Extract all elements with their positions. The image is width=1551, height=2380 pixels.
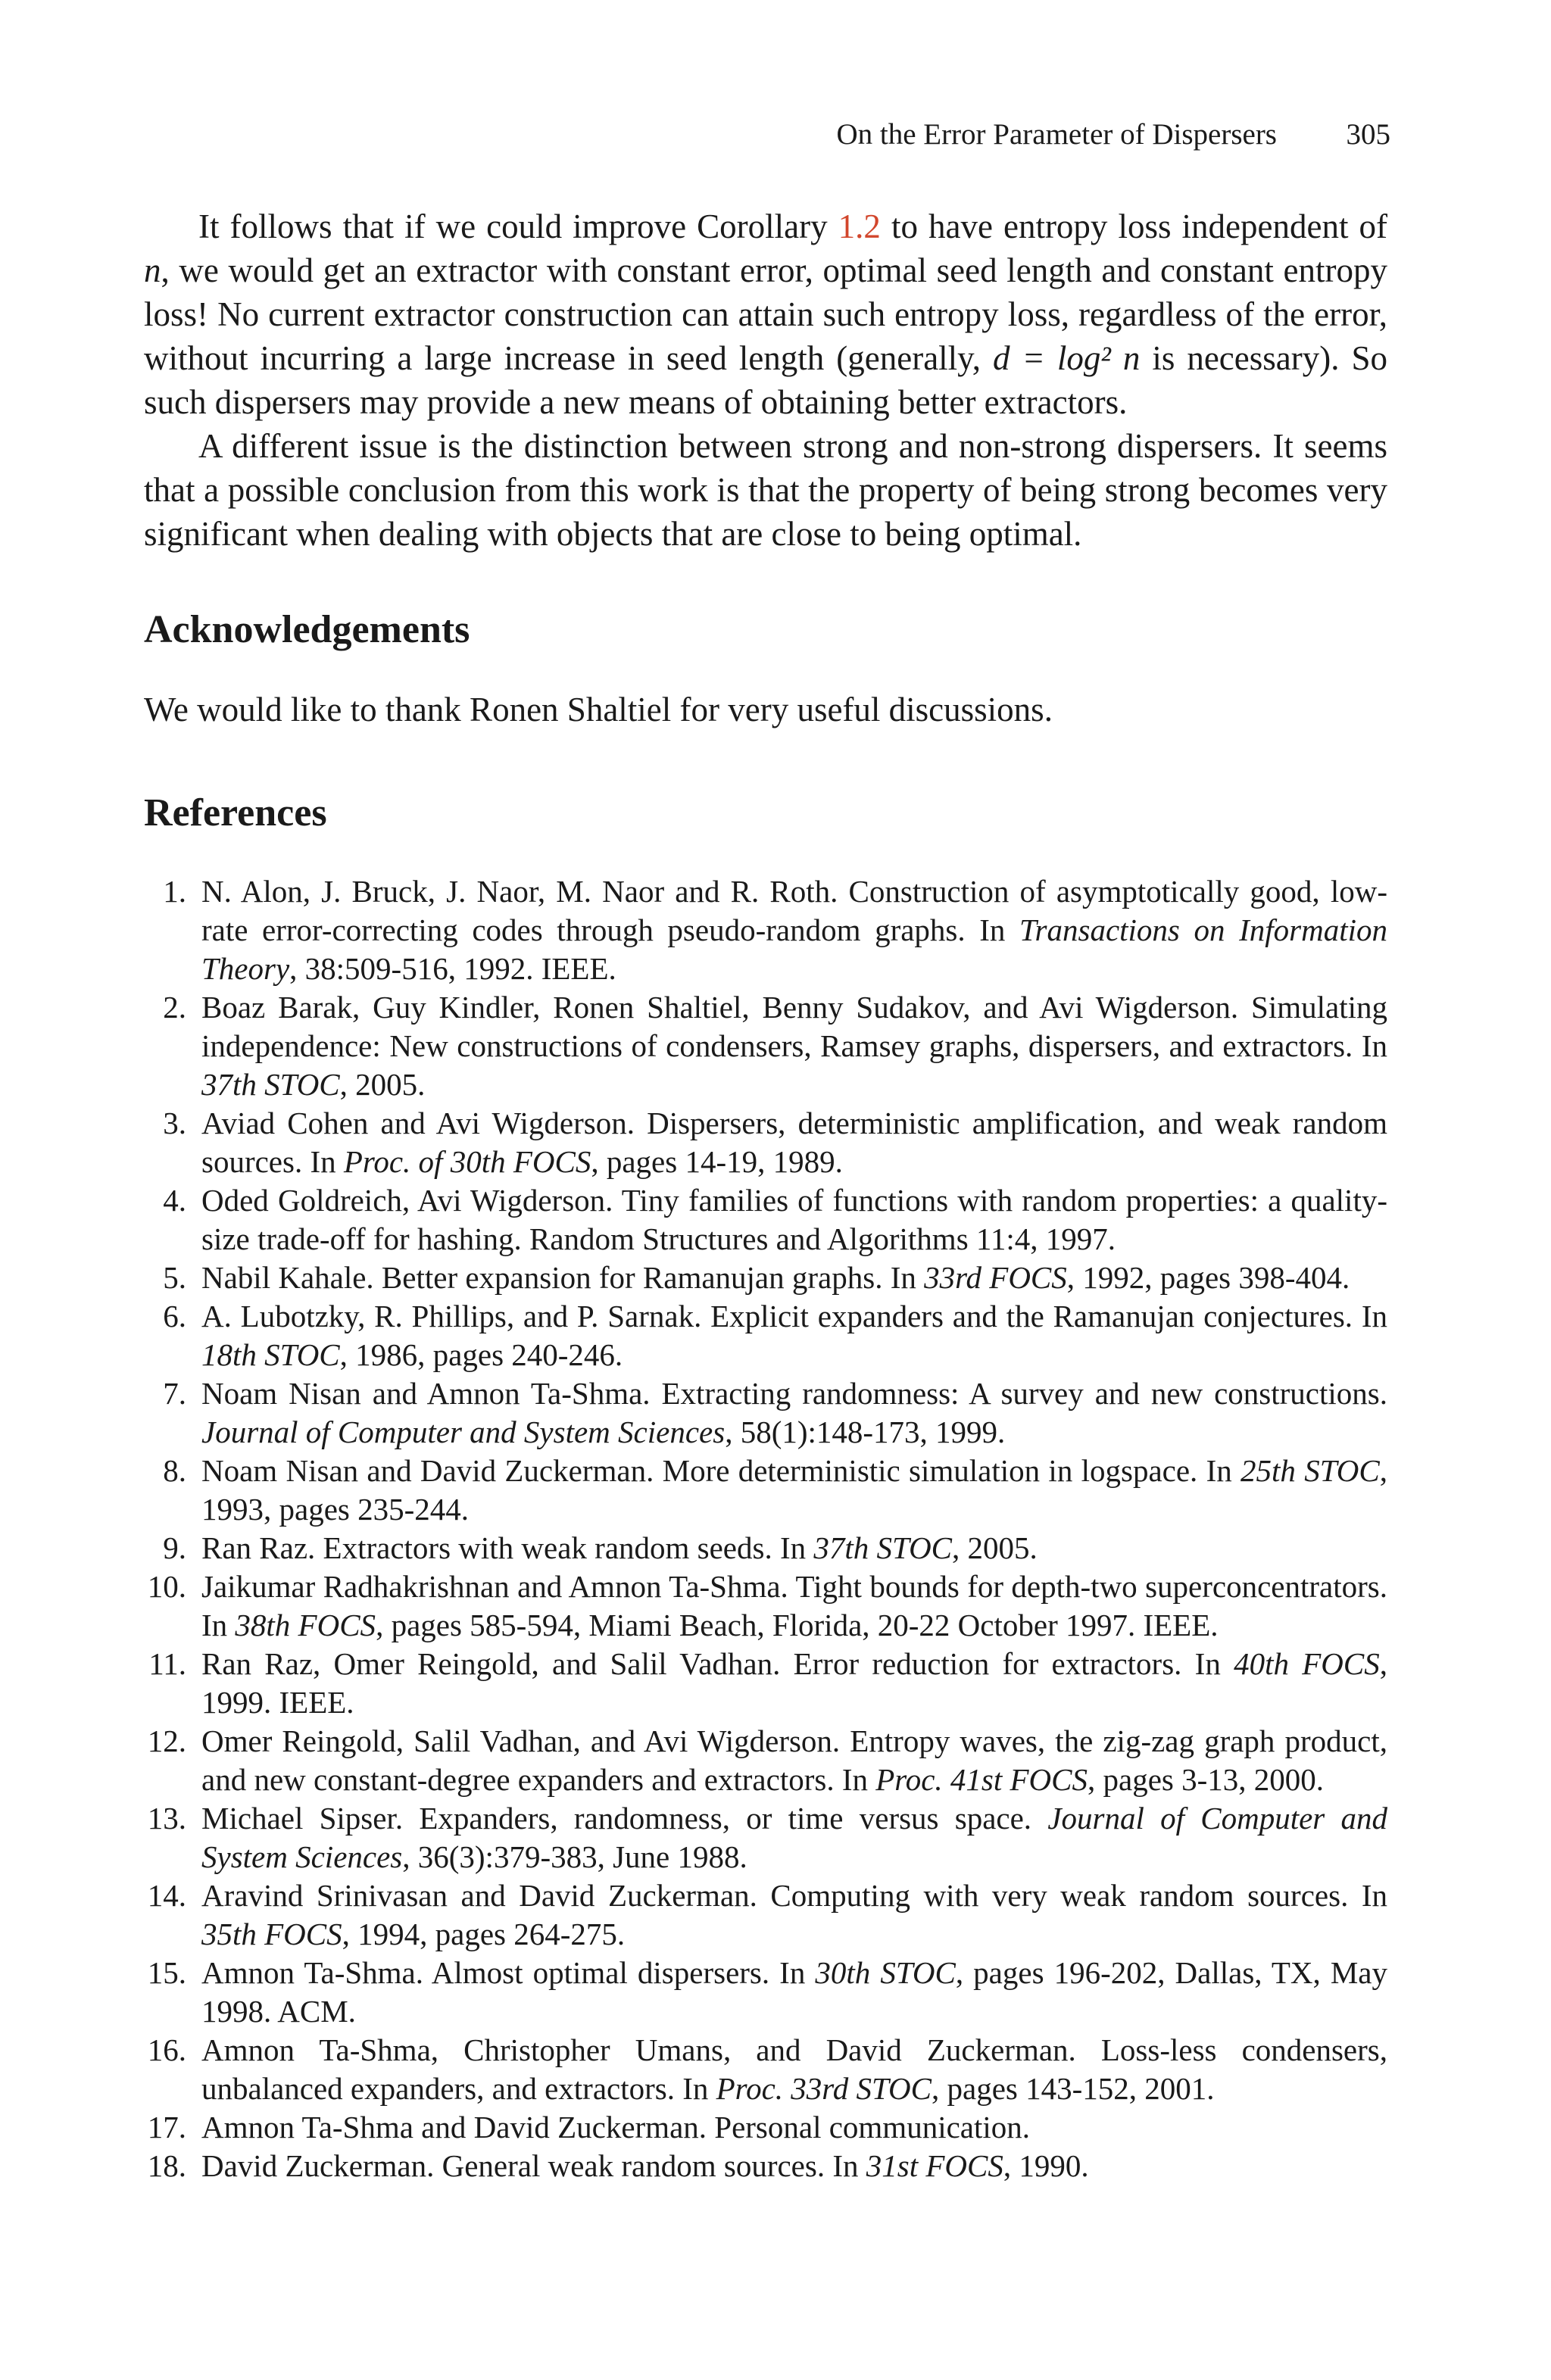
reference-venue: Transactions on Information Theory bbox=[201, 912, 1387, 986]
reference-number: 7. bbox=[163, 1376, 186, 1411]
reference-text-tail: , pages 14-19, 1989. bbox=[591, 1144, 843, 1179]
reference-venue: 35th FOCS bbox=[201, 1917, 342, 1951]
acknowledgements-text: We would like to thank Ronen Shaltiel for very useful discussions. bbox=[144, 691, 1053, 728]
reference-text: Omer Reingold, Salil Vadhan, and Avi Wigderson. Entropy waves, the zig-zag graph product, and new constant-degree expanders and extractors. In bbox=[201, 1723, 1387, 1797]
corollary-link[interactable]: 1.2 bbox=[838, 207, 881, 245]
reference-text: Nabil Kahale. Better expansion for Ramanujan graphs. In bbox=[201, 1260, 925, 1295]
math-seed-length: d = log² n bbox=[993, 339, 1141, 377]
reference-text-tail: , 58(1):148-173, 1999. bbox=[725, 1415, 1006, 1449]
references-heading: References bbox=[144, 791, 327, 834]
reference-number: 6. bbox=[163, 1299, 186, 1333]
reference-item bbox=[144, 2031, 1387, 2108]
reference-item bbox=[144, 1104, 1387, 1181]
acknowledgements-heading: Acknowledgements bbox=[144, 608, 470, 651]
reference-number: 11. bbox=[148, 1646, 186, 1681]
reference-text-tail: , pages 196-202, Dallas, TX, May 1998. ACM. bbox=[201, 1955, 1387, 2029]
reference-text: Amnon Ta-Shma, Christopher Umans, and David Zuckerman. Loss-less condensers, unbalanced expanders, and extractors. In bbox=[201, 2032, 1387, 2106]
reference-venue: Proc. of 30th FOCS bbox=[343, 1144, 591, 1179]
reference-number: 10. bbox=[147, 1569, 186, 1604]
reference-item bbox=[144, 1876, 1387, 1954]
reference-text: Aravind Srinivasan and David Zuckerman. Computing with very weak random sources. In bbox=[201, 1878, 1387, 1913]
reference-item bbox=[144, 1259, 1387, 1297]
reference-text: A. Lubotzky, R. Phillips, and P. Sarnak. Explicit expanders and the Ramanujan conjectures. In bbox=[201, 1299, 1387, 1333]
reference-text-tail: , 36(3):379-383, June 1988. bbox=[402, 1839, 747, 1874]
reference-venue: 37th STOC bbox=[813, 1530, 953, 1565]
reference-text-tail: , 1999. IEEE. bbox=[201, 1646, 1387, 1720]
reference-item bbox=[144, 2108, 1387, 2147]
reference-number: 3. bbox=[163, 1106, 186, 1140]
reference-item bbox=[144, 2147, 1387, 2185]
reference-item bbox=[144, 1297, 1387, 1374]
reference-venue: 38th FOCS bbox=[235, 1608, 376, 1642]
reference-text-tail: , pages 143-152, 2001. bbox=[932, 2071, 1215, 2106]
reference-item bbox=[144, 988, 1387, 1104]
reference-text: Aviad Cohen and Avi Wigderson. Dispersers, deterministic amplification, and weak random sources. In bbox=[201, 1106, 1387, 1179]
reference-text: Ran Raz, Omer Reingold, and Salil Vadhan. Error reduction for extractors. In bbox=[201, 1646, 1234, 1681]
reference-number: 12. bbox=[147, 1723, 186, 1758]
reference-venue: 30th STOC bbox=[815, 1955, 956, 1990]
paragraph-1: It follows that if we could improve Corollary 1.2 to have entropy loss independent of n, we would get an extractor with constant error, optimal seed length and constant entropy loss! No current extractor construction can attain such entropy loss, regardless of the error, without incurring a large increase in seed length (generally, d = log² n is necessary). So such dispersers may provide a new means of obtaining better extractors. bbox=[144, 207, 1387, 421]
reference-number: 1. bbox=[163, 874, 186, 909]
reference-item bbox=[144, 1645, 1387, 1722]
running-header bbox=[788, 114, 1390, 156]
reference-text: Oded Goldreich, Avi Wigderson. Tiny families of functions with random properties: a quality-size trade-off for hashing. Random Structures and Algorithms 11:4, 1997. bbox=[201, 1183, 1387, 1256]
reference-text-tail: , 1994, pages 264-275. bbox=[342, 1917, 626, 1951]
reference-venue: 31st FOCS bbox=[866, 2148, 1003, 2183]
reference-number: 18. bbox=[147, 2148, 186, 2183]
reference-venue: Proc. 33rd STOC bbox=[716, 2071, 932, 2106]
reference-venue: 25th STOC bbox=[1240, 1453, 1380, 1488]
reference-text: Amnon Ta-Shma and David Zuckerman. Personal communication. bbox=[201, 2110, 1031, 2144]
reference-item bbox=[144, 1529, 1387, 1567]
reference-text: Noam Nisan and Amnon Ta-Shma. Extracting randomness: A survey and new constructions. bbox=[201, 1376, 1387, 1411]
reference-number: 5. bbox=[163, 1260, 186, 1295]
reference-item bbox=[144, 1722, 1387, 1799]
reference-item bbox=[144, 1374, 1387, 1452]
reference-venue: Journal of Computer and System Sciences bbox=[201, 1415, 726, 1449]
paragraph-2: A different issue is the distinction between strong and non-strong dispersers. It seems that a possible conclusion from this work is that the property of being strong becomes very significant when dealing with objects that are close to being optimal. bbox=[144, 427, 1387, 553]
reference-number: 2. bbox=[163, 990, 186, 1025]
reference-item bbox=[144, 1799, 1387, 1876]
reference-item bbox=[144, 1452, 1387, 1529]
reference-number: 14. bbox=[147, 1878, 186, 1913]
reference-venue: 37th STOC bbox=[201, 1067, 340, 1102]
page-number: 305 bbox=[1346, 118, 1390, 151]
reference-venue: 40th FOCS bbox=[1234, 1646, 1380, 1681]
reference-text-tail: , 1992, pages 398-404. bbox=[1066, 1260, 1350, 1295]
reference-number: 16. bbox=[147, 2032, 186, 2067]
reference-number: 17. bbox=[147, 2110, 186, 2144]
reference-text: Ran Raz. Extractors with weak random seeds. In bbox=[201, 1530, 814, 1565]
reference-text-tail: , 2005. bbox=[339, 1067, 426, 1102]
reference-text-tail: , 1986, pages 240-246. bbox=[339, 1337, 623, 1372]
reference-text: Amnon Ta-Shma. Almost optimal dispersers. In bbox=[201, 1955, 816, 1990]
reference-text: David Zuckerman. General weak random sources. In bbox=[201, 2148, 866, 2183]
reference-text-tail: , 1990. bbox=[1003, 2148, 1089, 2183]
reference-number: 9. bbox=[163, 1530, 186, 1565]
reference-item bbox=[144, 1567, 1387, 1645]
reference-text: Jaikumar Radhakrishnan and Amnon Ta-Shma. Tight bounds for depth-two superconcentrators. In bbox=[201, 1569, 1387, 1642]
reference-text-tail: , 2005. bbox=[952, 1530, 1038, 1565]
reference-text: Michael Sipser. Expanders, randomness, or time versus space. bbox=[201, 1801, 1048, 1836]
reference-text: Boaz Barak, Guy Kindler, Ronen Shaltiel, Benny Sudakov, and Avi Wigderson. Simulating independence: New constructions of condensers, Ramsey graphs, dispersers, and extractors. In bbox=[201, 990, 1387, 1063]
reference-venue: 33rd FOCS bbox=[924, 1260, 1067, 1295]
reference-number: 13. bbox=[147, 1801, 186, 1836]
reference-list bbox=[144, 872, 1387, 2185]
reference-text-tail: , pages 585-594, Miami Beach, Florida, 20-22 October 1997. IEEE. bbox=[376, 1608, 1219, 1642]
math-n: n bbox=[144, 251, 161, 289]
reference-text: Noam Nisan and David Zuckerman. More deterministic simulation in logspace. In bbox=[201, 1453, 1241, 1488]
reference-venue: 18th STOC bbox=[201, 1337, 340, 1372]
reference-number: 4. bbox=[163, 1183, 186, 1218]
reference-number: 8. bbox=[163, 1453, 186, 1488]
reference-text-tail: , 38:509-516, 1992. IEEE. bbox=[289, 951, 616, 986]
reference-item bbox=[144, 1954, 1387, 2031]
reference-text-tail: , 1993, pages 235-244. bbox=[201, 1453, 1387, 1527]
reference-venue: Proc. 41st FOCS bbox=[875, 1762, 1088, 1797]
reference-number: 15. bbox=[147, 1955, 186, 1990]
reference-text: N. Alon, J. Bruck, J. Naor, M. Naor and R. Roth. Construction of asymptotically good, low-rate error-correcting codes through pseudo-random graphs. In bbox=[201, 874, 1387, 947]
reference-text-tail: , pages 3-13, 2000. bbox=[1088, 1762, 1325, 1797]
body-text bbox=[144, 204, 1387, 556]
reference-item bbox=[144, 1181, 1387, 1259]
reference-venue: Journal of Computer and System Sciences bbox=[201, 1801, 1387, 1874]
reference-item bbox=[144, 872, 1387, 988]
running-title: On the Error Parameter of Dispersers bbox=[836, 118, 1277, 151]
